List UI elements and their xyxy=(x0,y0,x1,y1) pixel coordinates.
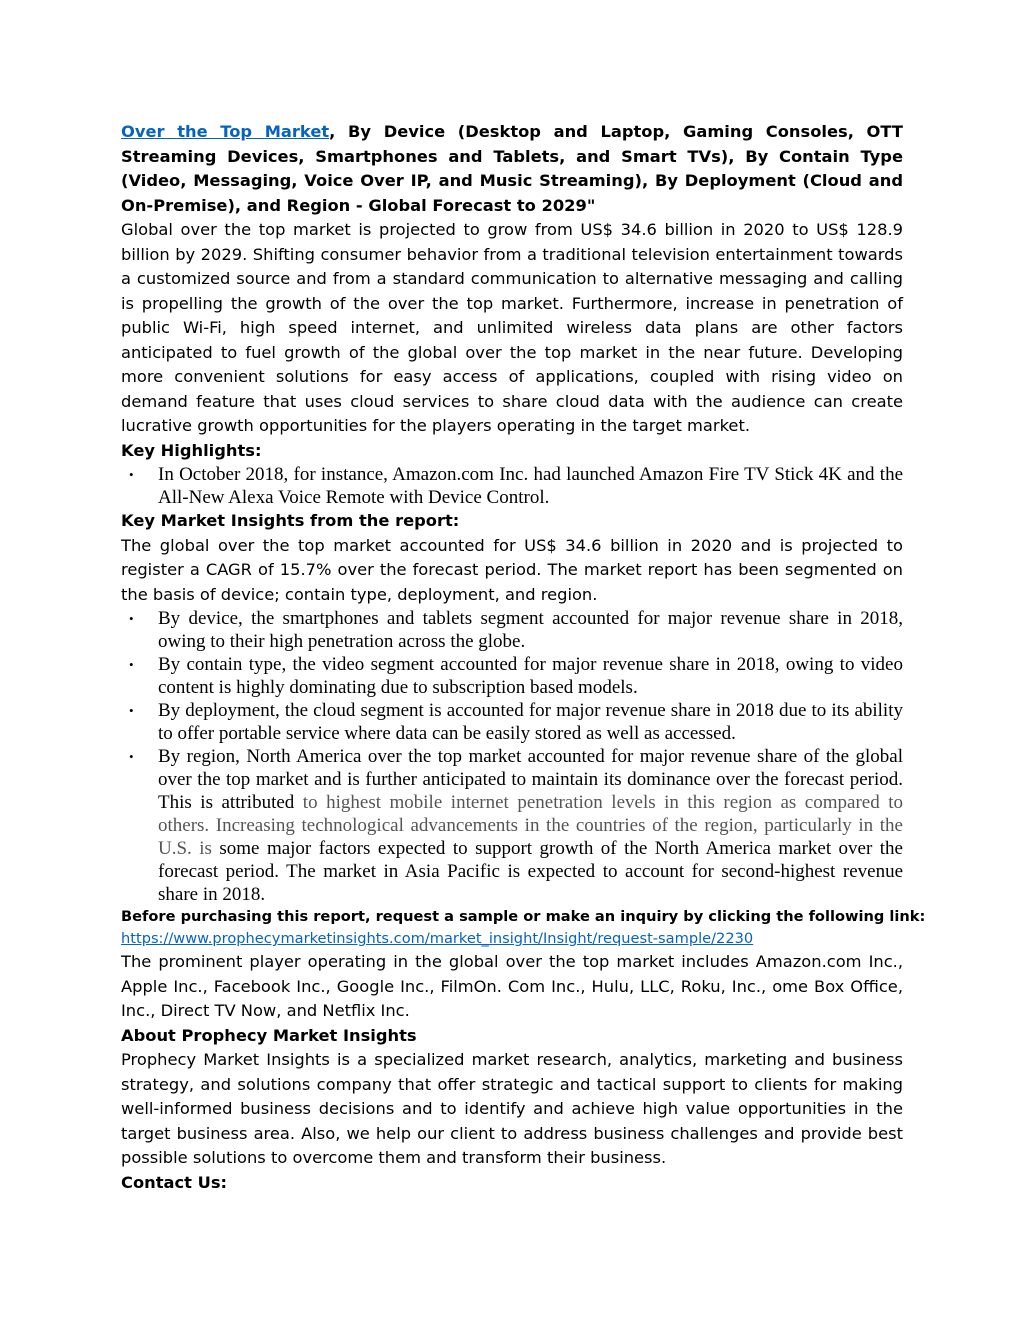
cta-text: Before purchasing this report, request a sample or make an inquiry by clicking the following link: xyxy=(121,908,926,925)
report-title-rest: , By Device (Desktop and Laptop, Gaming Consoles, OTT Streaming Devices, Smartphones and Tablets, and Smart TVs), By Contain Type (Video, Messaging, Voice Over IP, and Music Streaming), By Deployment (Cloud and On-Premise), and Region - Global Forecast to 2029" xyxy=(121,122,903,215)
key-highlights-heading: Key Highlights: xyxy=(121,440,262,460)
insight-text-part1: By region, North America over the top market accounted for major revenue share of the global over the top market and is further anticipated to maintain its dominance over the forecast period. This is attributed xyxy=(158,746,903,813)
insight-text-part3: some major factors expected to support growth of the North America market over the forecast period. The market in Asia Pacific is expected to account for second-highest revenue share in 2018. xyxy=(158,838,903,905)
highlight-text: In October 2018, for instance, Amazon.com Inc. had launched Amazon Fire TV Stick 4K and the All-New Alexa Voice Remote with Device Control. xyxy=(158,464,903,508)
request-sample-link[interactable]: https://www.prophecymarketinsights.com/market_insight/Insight/request-sample/2230 xyxy=(121,930,754,947)
insight-text: By deployment, the cloud segment is accounted for major revenue share in 2018 due to its ability to offer portable service where data can be easily stored as well as accessed. xyxy=(158,700,903,744)
bullet-icon: • xyxy=(129,657,134,672)
insight-text: By contain type, the video segment accounted for major revenue share in 2018, owing to video content is highly dominating due to subscription based models. xyxy=(158,654,903,698)
key-highlights-list xyxy=(121,463,903,509)
about-paragraph: Prophecy Market Insights is a specialized market research, analytics, marketing and business strategy, and solutions company that offer strategic and tactical support to clients for making well-informed business decisions and to identify and achieve high value opportunities in the target business area. Also, we help our client to address business challenges and provide best possible solutions to overcome them and transform their business. xyxy=(121,1050,903,1167)
about-heading: About Prophecy Market Insights xyxy=(121,1025,417,1045)
bullet-icon: • xyxy=(129,467,134,482)
contact-heading: Contact Us: xyxy=(121,1172,228,1192)
bullet-icon: • xyxy=(129,749,134,764)
market-title-link[interactable]: Over the Top Market xyxy=(121,122,330,141)
list-item xyxy=(121,607,903,653)
document-page xyxy=(121,120,926,1195)
key-insights-heading: Key Market Insights from the report: xyxy=(121,511,460,530)
list-item xyxy=(121,699,903,745)
insight-text-part2: to highest mobile internet penetration levels in this region as compared to others. Increasing technological advancements in the countries of the region, particularly in the U.S. is xyxy=(158,792,903,859)
list-item xyxy=(121,463,903,509)
report-title xyxy=(121,120,903,218)
intro-paragraph: Global over the top market is projected to grow from US$ 34.6 billion in 2020 to US$ 128.9 billion by 2029. Shifting consumer behavior from a traditional television entertainment towards a customized source and from a standard communication to alternative messaging and calling is propelling the growth of the over the top market. Furthermore, increase in penetration of public Wi-Fi, high speed internet, and unlimited wireless data plans are other factors anticipated to fuel growth of the global over the top market in the near future. Developing more convenient solutions for easy access of applications, coupled with rising video on demand feature that uses cloud services to share cloud data with the audience can create lucrative growth opportunities for the players operating in the target market. xyxy=(121,220,903,435)
bullet-icon: • xyxy=(129,703,134,718)
players-paragraph: The prominent player operating in the global over the top market includes Amazon.com Inc., Apple Inc., Facebook Inc., Google Inc., FilmOn. Com Inc., Hulu, LLC, Roku, Inc., ome Box Office, Inc., Direct TV Now, and Netflix Inc. xyxy=(121,952,903,1020)
key-insights-list xyxy=(121,607,903,906)
list-item xyxy=(121,653,903,699)
bullet-icon: • xyxy=(129,611,134,626)
list-item xyxy=(121,745,903,906)
key-insights-paragraph: The global over the top market accounted for US$ 34.6 billion in 2020 and is projected to register a CAGR of 15.7% over the forecast period. The market report has been segmented on the basis of device; contain type, deployment, and region. xyxy=(121,535,903,604)
insight-text: By device, the smartphones and tablets segment accounted for major revenue share in 2018, owing to their high penetration across the globe. xyxy=(158,608,903,652)
